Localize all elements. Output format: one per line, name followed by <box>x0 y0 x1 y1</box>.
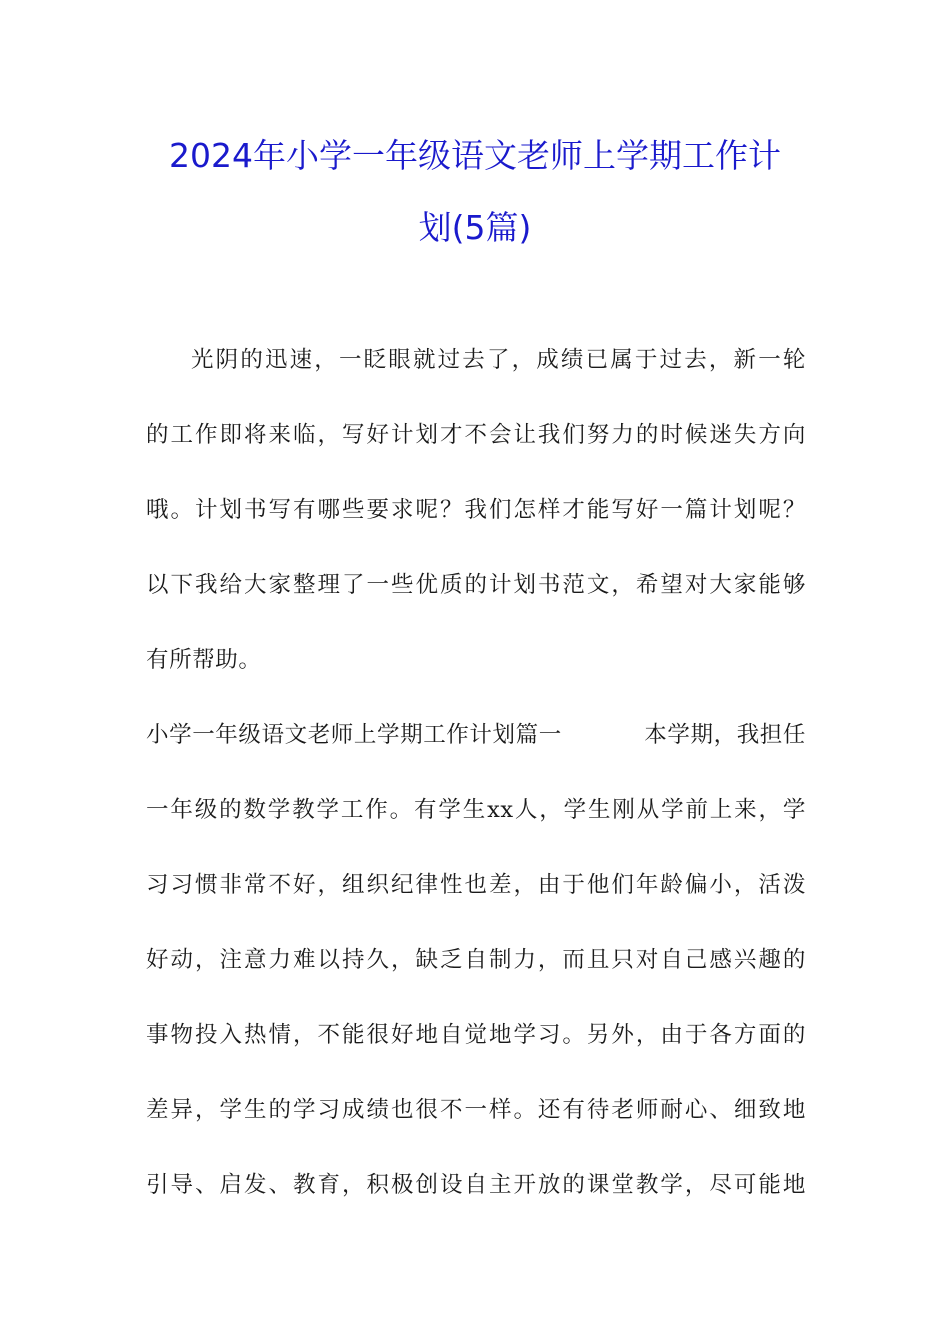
intro-paragraph-line: 的工作即将来临，写好计划才不会让我们努力的时候迷失方向 <box>146 422 806 448</box>
document-title-line-2: 划(5篇) <box>418 208 532 247</box>
intro-paragraph-line: 有所帮助。 <box>146 647 262 673</box>
document-title-line-1: 2024年小学一年级语文老师上学期工作计 <box>169 136 781 175</box>
section-first-text: 本学期，我担任 <box>644 722 806 748</box>
body-paragraph-line: 引导、启发、教育，积极创设自主开放的课堂教学，尽可能地 <box>146 1172 806 1198</box>
intro-paragraph-line: 光阴的迅速，一眨眼就过去了，成绩已属于过去，新一轮 <box>191 347 806 373</box>
body-paragraph-line: 习习惯非常不好，组织纪律性也差，由于他们年龄偏小，活泼 <box>146 872 806 898</box>
body-paragraph-line: 一年级的数学教学工作。有学生xx人，学生刚从学前上来，学 <box>146 797 806 823</box>
body-paragraph-line: 好动，注意力难以持久，缺乏自制力，而且只对自己感兴趣的 <box>146 947 806 973</box>
body-paragraph-line: 差异，学生的学习成绩也很不一样。还有待老师耐心、细致地 <box>146 1097 806 1123</box>
intro-paragraph-line: 哦。计划书写有哪些要求呢？我们怎样才能写好一篇计划呢？ <box>146 497 806 523</box>
body-paragraph-line: 事物投入热情，不能很好地自觉地学习。另外，由于各方面的 <box>146 1022 806 1048</box>
section-heading: 小学一年级语文老师上学期工作计划篇一 <box>146 722 562 748</box>
intro-paragraph-line: 以下我给大家整理了一些优质的计划书范文，希望对大家能够 <box>146 572 806 598</box>
